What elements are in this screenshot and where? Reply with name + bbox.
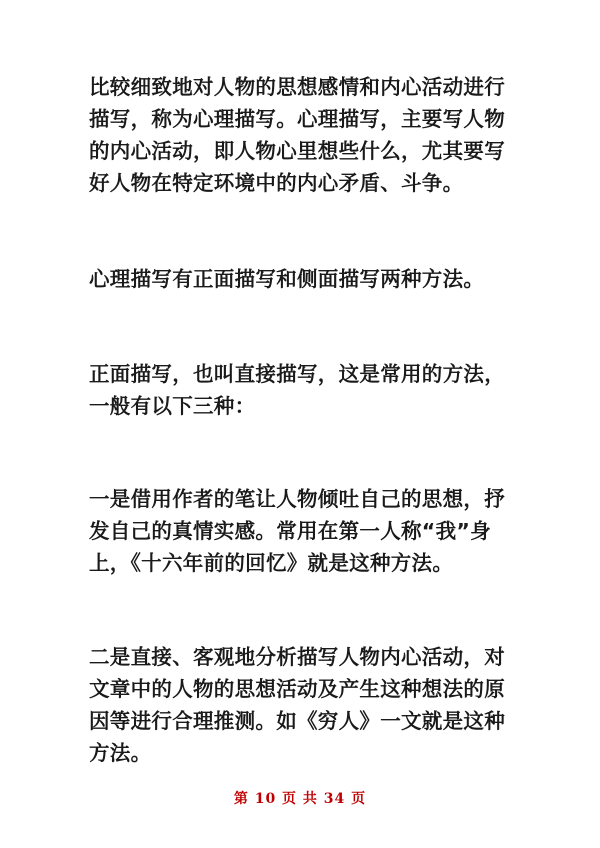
- paragraph-method-one: 一是借用作者的笔让人物倾吐自己的思想，抒发自己的真情实感。常用在第一人称“我”身上，《十六年前的回忆》就是这种方法。: [89, 487, 505, 575]
- page-number-footer: 第 10 页 共 34 页: [233, 791, 367, 807]
- paragraph-direct-description: 正面描写，也叫直接描写，这是常用的方法，一般有以下三种：: [89, 362, 505, 418]
- paragraph-method-two: 二是直接、客观地分析描写人物内心活动，对文章中的人物的思想活动及产生这种想法的原因等进行合理推测。如《穷人》一文就是这种方法。: [89, 645, 505, 765]
- paragraph-definition: 比较细致地对人物的思想感情和内心活动进行描写，称为心理描写。心理描写，主要写人物的内心活动，即人物心里想些什么，尤其要写好人物在特定环境中的内心矛盾、斗争。: [89, 75, 505, 195]
- paragraph-two-methods: 心理描写有正面描写和侧面描写两种方法。: [89, 267, 485, 291]
